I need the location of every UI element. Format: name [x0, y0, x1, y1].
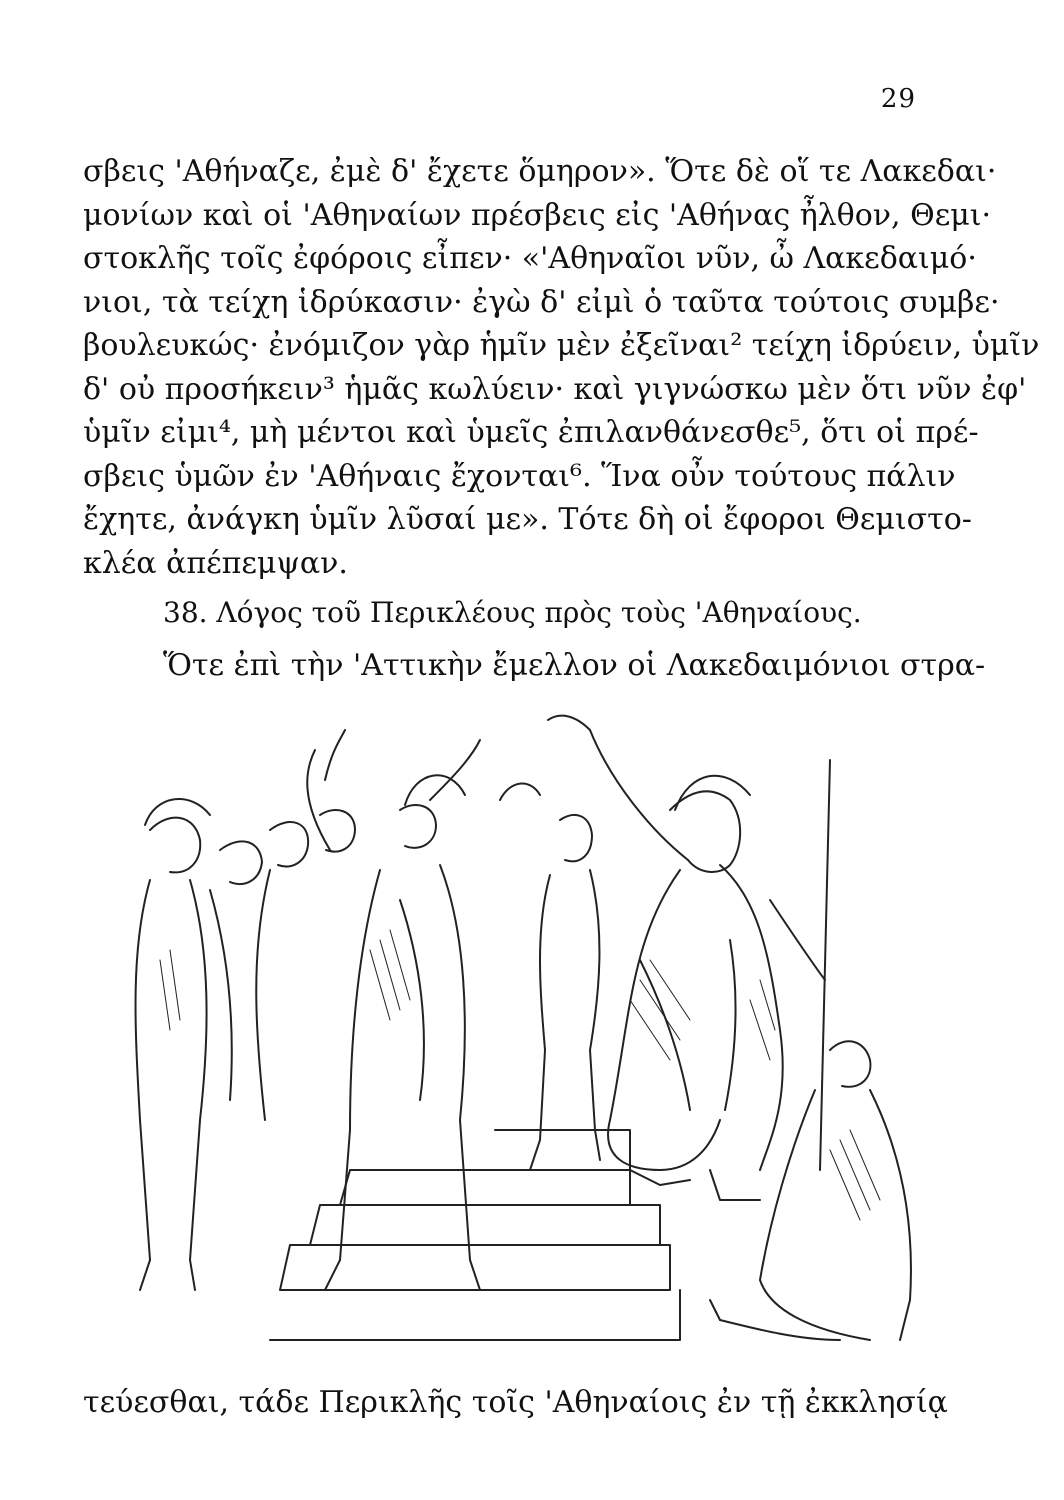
text-line: κλέα ἀπέπεμψαν.	[83, 545, 348, 581]
text-line: σβεις ὑμῶν ἐν 'Αθήναις ἔχονται⁶. Ἵνα οὖν τούτους πάλιν	[83, 458, 956, 494]
text-line: σβεις 'Αθήναζε, ἐμὲ δ' ἔχετε ὅμηρον». Ὅτε δὲ οἵ τε Λακεδαι·	[83, 154, 997, 189]
text-line: ἔχητε, ἀνάγκη ὑμῖν λῦσαί με». Τότε δὴ οἱ ἔφοροι Θεμιστο-	[83, 502, 972, 537]
text-line: δ' οὐ προσήκειν³ ἡμᾶς κωλύειν· καὶ γιγνώσκω μὲν ὅτι νῦν ἐφ'	[83, 371, 1027, 407]
engraving-illustration	[70, 700, 970, 1370]
text-line: ὑμῖν εἰμι⁴, μὴ μέντοι καὶ ὑμεῖς ἐπιλανθάνεσθε⁵, ὅτι οἱ πρέ-	[83, 415, 979, 450]
text-line: μονίων καὶ οἱ 'Αθηναίων πρέσβεις εἰς 'Αθήνας ἦλθον, Θεμι·	[83, 197, 992, 233]
drapery-hatching	[160, 930, 880, 1220]
text-line: στοκλῆς τοῖς ἐφόροις εἶπεν· «'Αθηναῖοι νῦν, ὦ Λακεδαιμό·	[83, 241, 977, 276]
continuation-line: τεύεσθαι, τάδε Περικλῆς τοῖς 'Αθηναίοις ἐν τῇ ἐκκλησίᾳ	[83, 1385, 948, 1420]
page-number: 29	[880, 84, 916, 114]
body-paragraph	[83, 150, 1040, 585]
standing-figure-center	[530, 815, 600, 1170]
section-first-line: Ὅτε ἐπὶ τὴν 'Αττικὴν ἔμελλον οἱ Λακεδαιμόνιοι στρα-	[163, 648, 986, 683]
text-line: βουλευκώς· ἐνόμιζον γὰρ ἡμῖν μὲν ἐξεῖναι² τείχη ἱδρύειν, ὑμῖν	[83, 328, 1040, 363]
text-line: νιοι, τὰ τείχη ἱδρύκασιν· ἐγὼ δ' εἰμὶ ὁ ταῦτα τούτοις συμβε·	[83, 284, 1000, 320]
seated-figure-right	[710, 1041, 911, 1340]
section-heading: 38. Λόγος τοῦ Περικλέους πρὸς τοὺς 'Αθηναίους.	[163, 596, 862, 629]
orator-figure	[548, 716, 830, 1200]
steps-platform	[270, 1130, 680, 1340]
